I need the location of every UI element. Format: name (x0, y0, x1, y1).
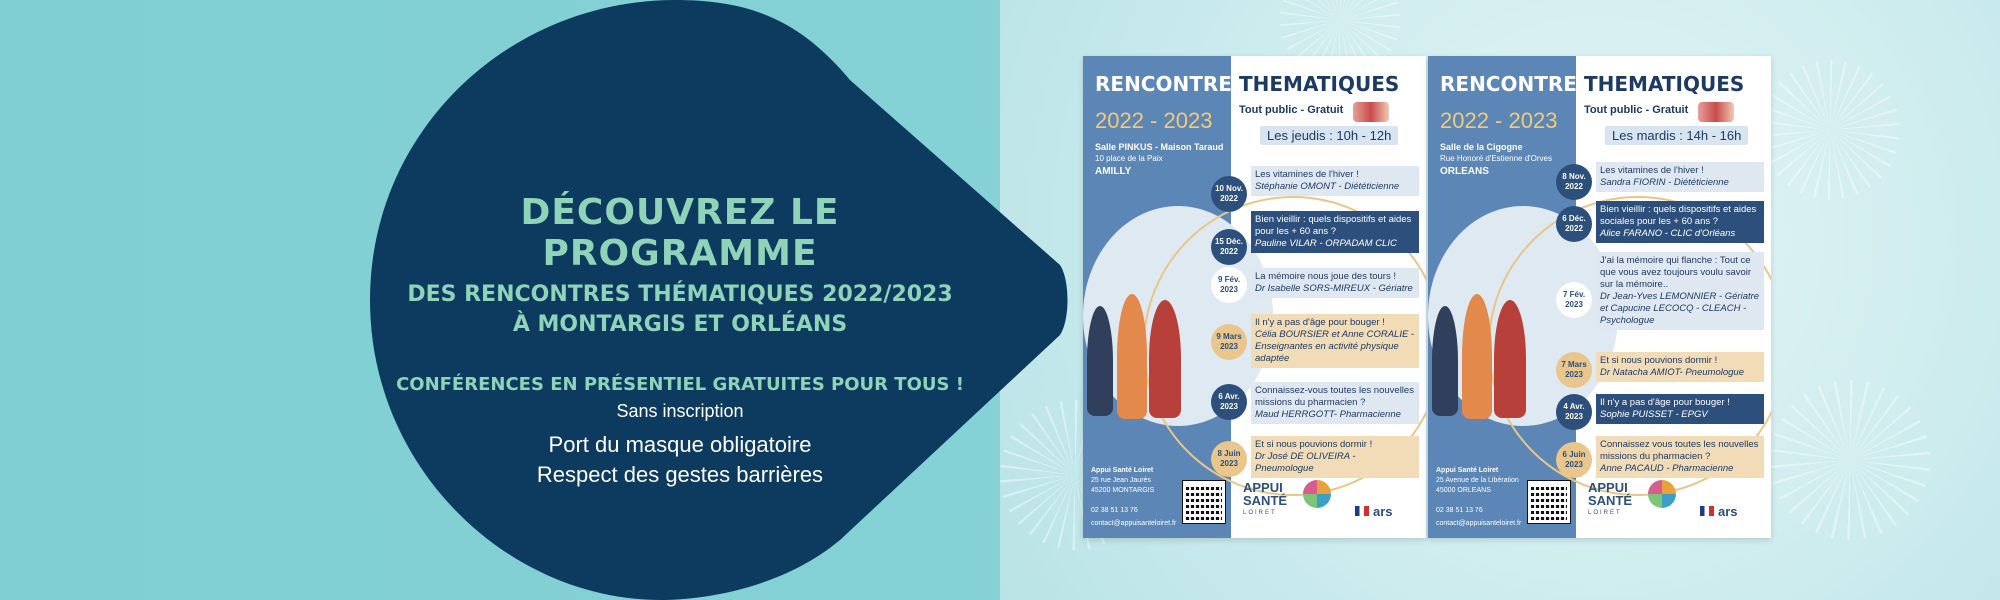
event-date: 7 Fév. 2023 (1556, 282, 1592, 318)
ars-logo: ars (1373, 504, 1393, 519)
event-date: 9 Fév. 2023 (1211, 267, 1247, 303)
event-card: Connaissez-vous toutes les nouvelles missions du pharmacien ? Maud HERRGOTT- Pharmacienne (1251, 382, 1419, 424)
event-date: 6 Déc. 2022 (1556, 206, 1592, 242)
republique-logo-icon (1700, 506, 1714, 516)
firework-decoration (1760, 60, 1900, 200)
event-date: 8 Juin 2023 (1211, 441, 1247, 477)
flower-logo-icon (1648, 480, 1676, 508)
venue-name: Salle de la Cigogne (1440, 142, 1523, 152)
venue-city: AMILLY (1095, 166, 1132, 177)
event-date: 6 Juin 2023 (1556, 442, 1592, 478)
firework-decoration (1770, 380, 1930, 540)
event-card: La mémoire nous joue des tours ! Dr Isabelle SORS-MIREUX - Gériatre (1251, 268, 1419, 298)
event-date: 15 Déc. 2022 (1211, 229, 1247, 265)
republique-logo-icon (1355, 506, 1369, 516)
event-card: Les vitamines de l'hiver ! Stéphanie OMONT - Diététicienne (1251, 166, 1419, 196)
poster-year: 2022 - 2023 (1440, 108, 1558, 133)
event-card: Bien vieillir : quels dispositifs et aides pour les + 60 ans ? Pauline VILAR - ORPADAM CLIC (1251, 211, 1419, 253)
venue-name: Salle PINKUS - Maison Taraud (1095, 142, 1224, 152)
event-card: Bien vieillir : quels dispositifs et aides sociales pour les + 60 ans ? Alice FARANO - CLIC d'Orléans (1596, 201, 1764, 243)
poster-title-right: THEMATIQUES (1239, 72, 1400, 96)
poster-time: Les mardis : 14h - 16h (1605, 126, 1748, 145)
poster-montargis[interactable] (1083, 56, 1426, 538)
event-date: 10 Nov. 2022 (1211, 176, 1247, 212)
promo-text (380, 192, 980, 490)
banner-subtitle-2: À MONTARGIS ET ORLÉANS (512, 312, 848, 337)
people-icon (1698, 102, 1734, 122)
poster-venue (1440, 142, 1570, 177)
event-date: 6 Avr. 2023 (1211, 384, 1247, 420)
poster-title-left: RENCONTRES (1095, 72, 1247, 96)
ars-logo: ars (1718, 504, 1738, 519)
banner-note-2: Port du masque obligatoire (548, 432, 812, 457)
poster-year: 2022 - 2023 (1095, 108, 1213, 133)
flower-logo-icon (1303, 480, 1331, 508)
qr-code-icon (1183, 481, 1225, 523)
org-address: Appui Santé Loiret 25 Avenue de la Libération 45000 ORLEANS 02 38 51 13 76 (1436, 467, 1519, 514)
poster-title-left: RENCONTRES (1440, 72, 1592, 96)
qr-code-icon (1528, 481, 1570, 523)
poster-orleans[interactable] (1428, 56, 1771, 538)
org-email[interactable]: contact@appuisanteloiret.fr (1091, 520, 1177, 527)
event-card: Connaissez vous toutes les nouvelles missions du pharmacien ? Anne PACAUD - Pharmacienne (1596, 436, 1764, 478)
event-card: Et si nous pouvions dormir ! Dr José DE OLIVEIRA - Pneumologue (1251, 436, 1419, 478)
event-date: 8 Nov. 2022 (1556, 164, 1592, 200)
poster-title-right: THEMATIQUES (1584, 72, 1745, 96)
banner-subtitle-1: DES RENCONTRES THÉMATIQUES 2022/2023 (407, 282, 953, 307)
banner-title: DÉCOUVREZ LE PROGRAMME (520, 192, 840, 274)
poster-venue (1095, 142, 1225, 177)
event-card: Il n'y a pas d'âge pour bouger ! Sophie PUISSET - EPGV (1596, 394, 1764, 424)
venue-street: 10 place de la Paix (1095, 154, 1163, 163)
people-icon (1353, 102, 1389, 122)
event-date: 4 Avr. 2023 (1556, 394, 1592, 430)
event-card: J'ai la mémoire qui flanche : Tout ce que vous avez toujours voulu savoir sur la mémoire.. Dr Jean-Yves LEMONNIER - Gériatre et Capucine LECOCQ - CLEACH - Psychologue (1596, 252, 1764, 330)
org-address: Appui Santé Loiret 25 rue Jean Jaurès 45200 MONTARGIS 02 38 51 13 76 (1091, 467, 1155, 514)
appui-sante-logo: APPUI SANTÉ LOIRET (1588, 480, 1633, 516)
venue-city: ORLEANS (1440, 166, 1489, 177)
poster-public: Tout public - Gratuit (1239, 104, 1344, 116)
event-date: 9 Mars 2023 (1211, 324, 1247, 360)
poster-time: Les jeudis : 10h - 12h (1260, 126, 1398, 145)
banner-note-3: Respect des gestes barrières (536, 462, 824, 487)
event-card: Et si nous pouvions dormir ! Dr Natacha AMIOT- Pneumologue (1596, 352, 1764, 382)
poster-public: Tout public - Gratuit (1584, 104, 1689, 116)
venue-street: Rue Honoré d'Estienne d'Orves (1440, 154, 1553, 163)
banner-note-1: Sans inscription (616, 401, 744, 421)
org-email[interactable]: contact@appuisanteloiret.fr (1436, 520, 1522, 527)
event-card: Les vitamines de l'hiver ! Sandra FIORIN - Diététicienne (1596, 162, 1764, 192)
appui-sante-logo: APPUI SANTÉ LOIRET (1243, 480, 1288, 516)
event-card: Il n'y a pas d'âge pour bouger ! Célia BOURSIER et Anne CORALIE - Enseignantes en activité physique adaptée (1251, 314, 1419, 368)
event-date: 7 Mars 2023 (1556, 352, 1592, 388)
banner-highlight: CONFÉRENCES EN PRÉSENTIEL GRATUITES POUR TOUS ! (396, 374, 964, 395)
